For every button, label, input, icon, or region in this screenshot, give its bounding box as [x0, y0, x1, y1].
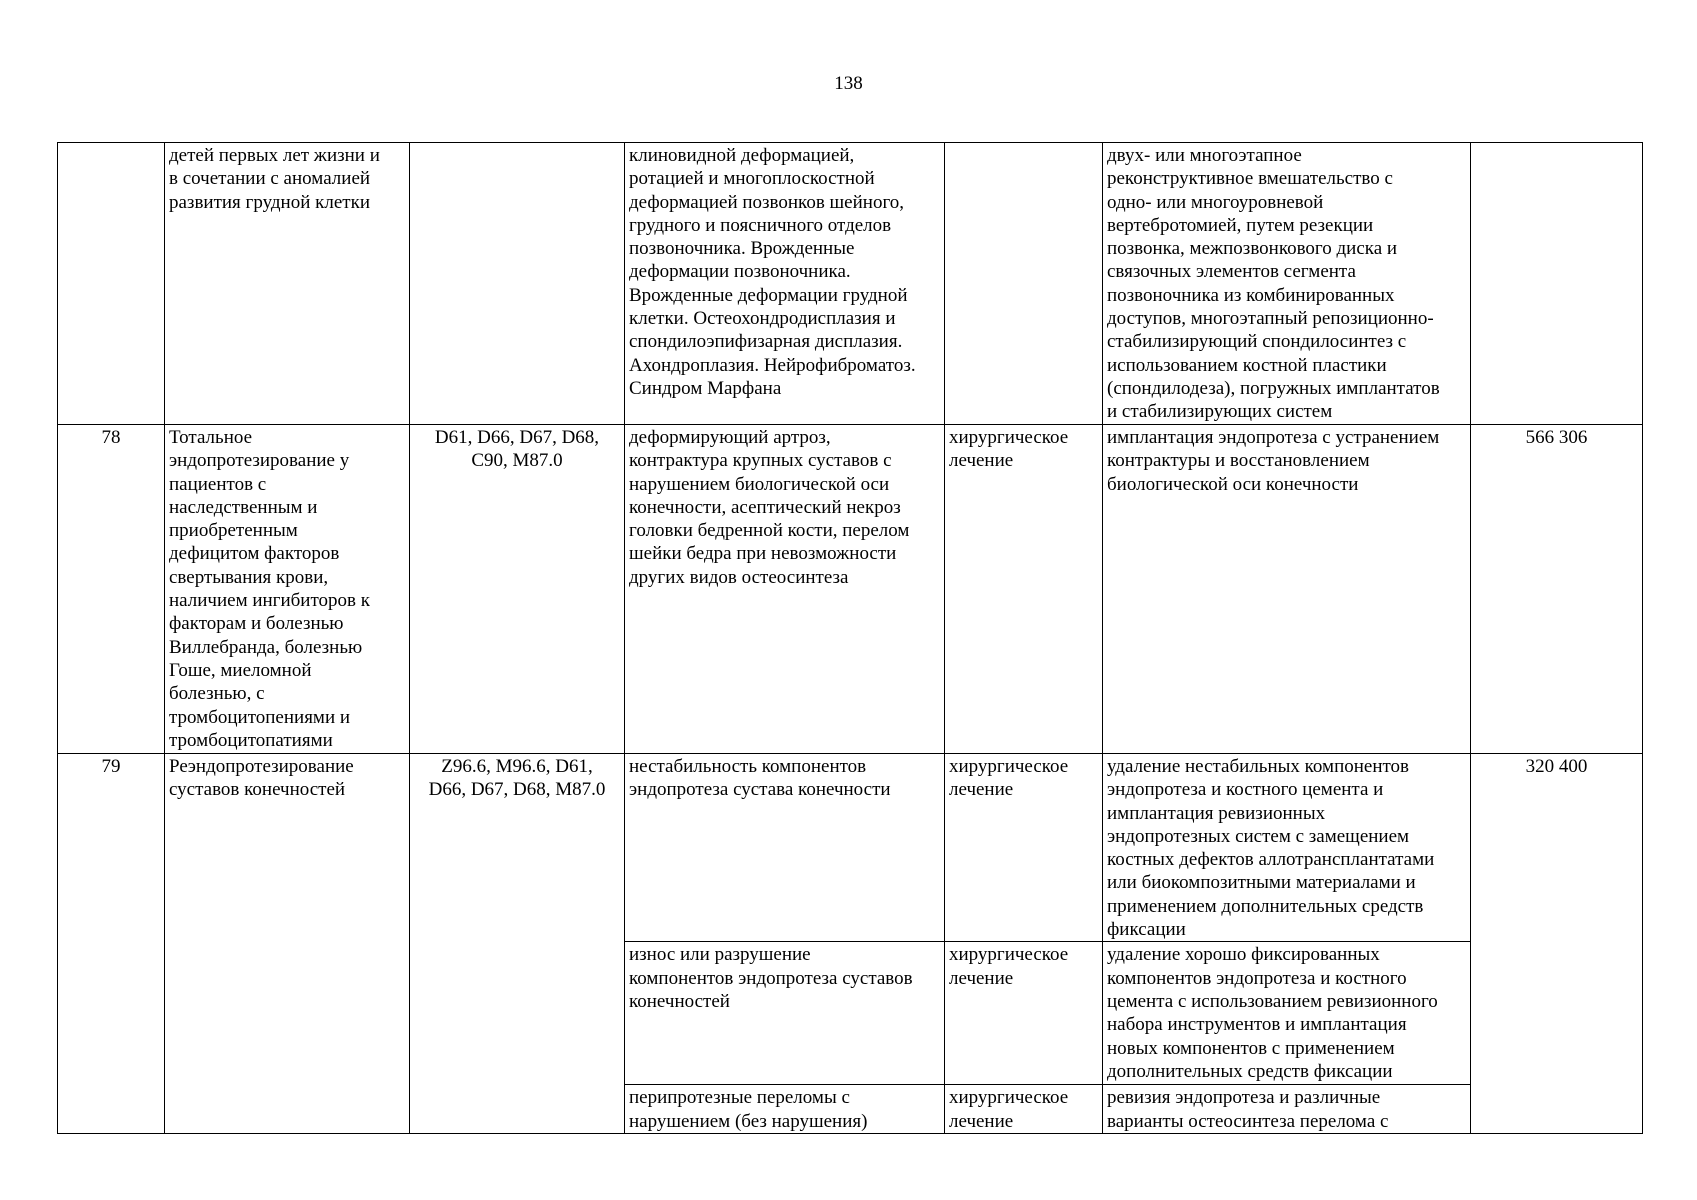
cost-cell: [1471, 143, 1643, 425]
cost-cell: 320 400: [1471, 754, 1643, 1134]
diagnosis-cell: клиновидной деформацией, ротацией и многоплоскостной деформацией позвонков шейного, грудного и поясничного отделов позвоночника. Врожденные деформации позвоночника. Врожденные деформации грудной клетки. Остеохондродисплазия и спондилоэпифизарная дисплазия. Ахондроплазия. Нейрофиброматоз. Синдром Марфана: [625, 143, 945, 425]
care-type-cell: Реэндопротезирование суставов конечностей: [165, 754, 410, 1134]
row-number-cell: [58, 143, 165, 425]
diagnosis-cell: перипротезные переломы с нарушением (без нарушения): [625, 1085, 945, 1134]
icd-codes-cell: D61, D66, D67, D68, C90, M87.0: [410, 425, 625, 754]
treatment-method-cell: удаление нестабильных компонентов эндопротеза и костного цемента и имплантация ревизионных эндопротезных систем с замещением костных дефектов аллотрансплантатами или биокомпозитными материалами и применением дополнительных средств фиксации: [1103, 754, 1471, 942]
treatment-type-cell: хирургическое лечение: [945, 942, 1103, 1085]
diagnosis-cell: износ или разрушение компонентов эндопротеза суставов конечностей: [625, 942, 945, 1085]
care-type-cell: детей первых лет жизни и в сочетании с аномалией развития грудной клетки: [165, 143, 410, 425]
diagnosis-cell: нестабильность компонентов эндопротеза сустава конечности: [625, 754, 945, 942]
treatment-method-cell: имплантация эндопротеза с устранением контрактуры и восстановлением биологической оси конечности: [1103, 425, 1471, 754]
table-row-continuation: [58, 143, 1643, 425]
icd-codes-cell: [410, 143, 625, 425]
row-number-cell: 79: [58, 754, 165, 1134]
care-type-cell: Тотальное эндопротезирование у пациентов с наследственным и приобретенным дефицитом факторов свертывания крови, наличием ингибиторов к факторам и болезнью Виллебранда, болезнью Гоше, миеломной болезнью, с тромбоцитопениями и тромбоцитопатиями: [165, 425, 410, 754]
page-number: 138: [834, 73, 863, 94]
treatment-method-cell: удаление хорошо фиксированных компонентов эндопротеза и костного цемента с использованием ревизионного набора инструментов и имплантация новых компонентов с применением дополнительных средств фиксации: [1103, 942, 1471, 1085]
treatment-method-cell: ревизия эндопротеза и различные варианты остеосинтеза перелома с: [1103, 1085, 1471, 1134]
treatment-method-cell: двух- или многоэтапное реконструктивное вмешательство с одно- или многоуровневой вертебротомией, путем резекции позвонка, межпозвонкового диска и связочных элементов сегмента позвоночника из комбинированных доступов, многоэтапный репозиционно- стабилизирующий спондилосинтез с использованием костной пластики (спондилодеза), погружных имплантатов и стабилизирующих систем: [1103, 143, 1471, 425]
treatment-type-cell: хирургическое лечение: [945, 425, 1103, 754]
treatment-type-cell: хирургическое лечение: [945, 754, 1103, 942]
icd-codes-cell: Z96.6, M96.6, D61, D66, D67, D68, M87.0: [410, 754, 625, 1134]
table-row-78: [58, 425, 1643, 754]
treatment-type-cell: хирургическое лечение: [945, 1085, 1103, 1134]
cost-cell: 566 306: [1471, 425, 1643, 754]
treatment-type-cell: [945, 143, 1103, 425]
row-number-cell: 78: [58, 425, 165, 754]
medical-care-table: [57, 142, 1643, 1134]
diagnosis-cell: деформирующий артроз, контрактура крупных суставов с нарушением биологической оси конечности, асептический некроз головки бедренной кости, перелом шейки бедра при невозможности других видов остеосинтеза: [625, 425, 945, 754]
table-row-79: [58, 754, 1643, 942]
